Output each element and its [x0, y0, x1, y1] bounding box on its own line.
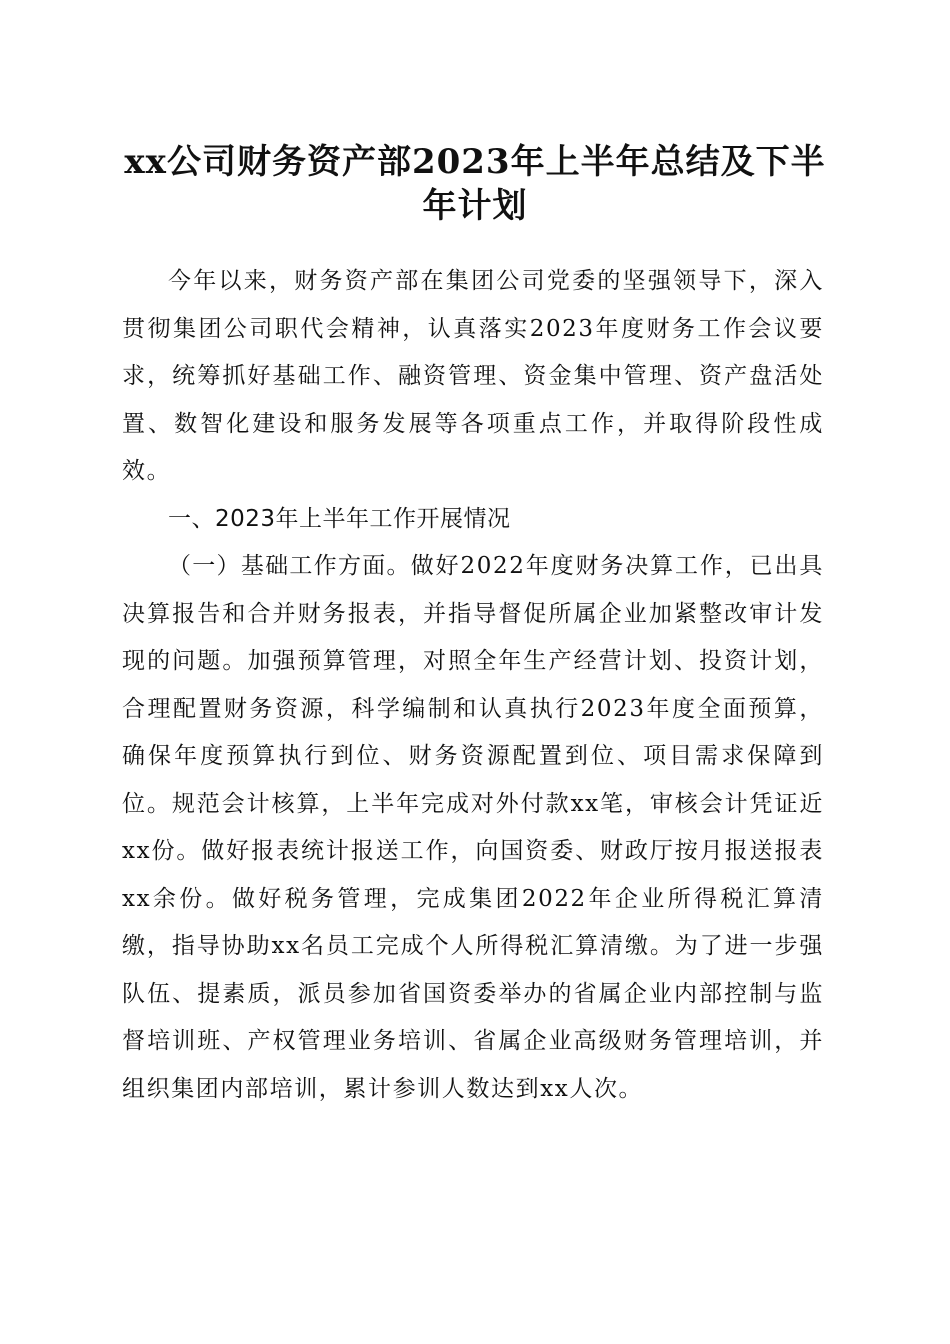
intro-paragraph: 今年以来，财务资产部在集团公司党委的坚强领导下，深入贯彻集团公司职代会精神，认真落实2023年度财务工作会议要求，统筹抓好基础工作、融资管理、资金集中管理、资产盘活处置、数智化建设和服务发展等各项重点工作，并取得阶段性成效。	[122, 268, 824, 484]
document-body	[122, 258, 824, 1113]
section-heading: 一、2023年上半年工作开展情况	[168, 505, 511, 532]
subsection-text: 做好2022年度财务决算工作，已出具决算报告和合并财务报表，并指导督促所属企业加紧整改审计发现的问题。加强预算管理，对照全年生产经营计划、投资计划，合理配置财务资源，科学编制和认真执行2023年度全面预算，确保年度预算执行到位、财务资源配置到位、项目需求保障到位。规范会计核算，上半年完成对外付款xx笔，审核会计凭证近xx份。做好报表统计报送工作，向国资委、财政厅按月报送报表xx余份。做好税务管理，完成集团2022年企业所得税汇算清缴，指导协助xx名员工完成个人所得税汇算清缴。为了进一步强队伍、提素质，派员参加省国资委举办的省属企业内部控制与监督培训班、产权管理业务培训、省属企业高级财务管理培训，并组织集团内部培训，累计参训人数达到xx人次。	[122, 553, 824, 1102]
document-title-line-1: xx公司财务资产部2023年上半年总结及下半	[124, 142, 826, 182]
subsection-paragraph	[122, 543, 824, 1113]
document-title	[110, 140, 840, 228]
document-title-line-2: 年计划	[422, 186, 528, 226]
subsection-label: （一）基础工作方面。	[168, 553, 411, 579]
